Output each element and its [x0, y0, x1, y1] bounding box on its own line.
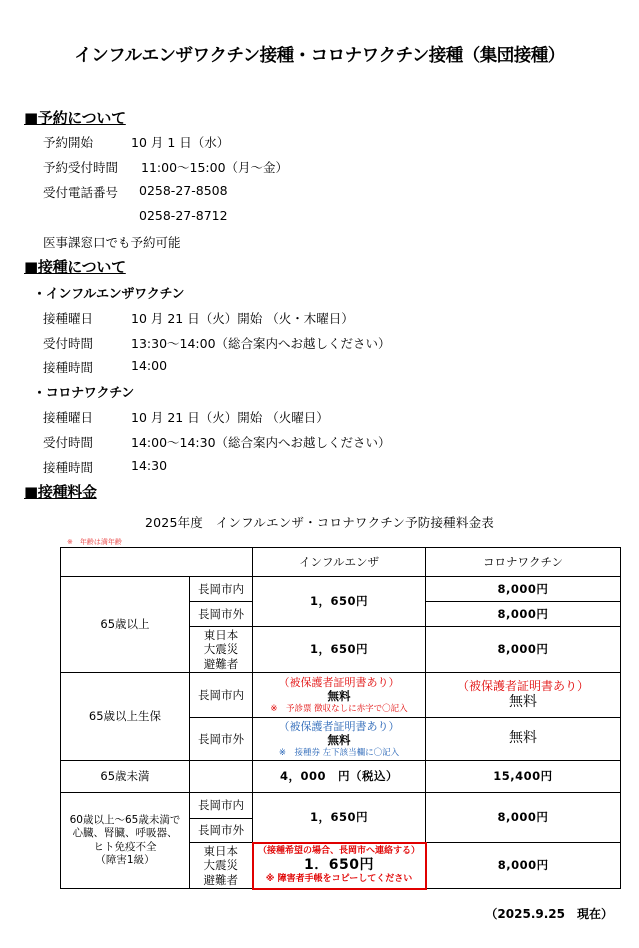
flu-welfare-in	[253, 673, 426, 718]
out-city-label: 長岡市外	[190, 602, 253, 627]
reservation-start-value: 10 月 1 日（水）	[131, 135, 230, 150]
flu-time-label: 接種時間	[43, 360, 94, 375]
form-note: ※ 予診票 徴収なしに赤字で〇記入	[270, 703, 408, 714]
flu-fee-65-evacuee: 1，650円	[253, 627, 426, 673]
reservation-phone-label: 受付電話番号	[43, 185, 119, 200]
corona-fee-65-in: 8,000円	[426, 577, 621, 602]
as-of-date: （2025.9.25 現在）	[485, 907, 613, 921]
cert-note: （被保護者証明書あり）	[278, 719, 400, 733]
in-city-label: 長岡市内	[190, 577, 253, 602]
flu-reception-label: 受付時間	[43, 336, 94, 351]
free-label: 無料	[327, 733, 351, 748]
cert-note: （被保護者証明書あり）	[456, 678, 589, 693]
corona-fee-60: 8,000円	[426, 793, 621, 843]
corona-fee-60-evacuee: 8,000円	[426, 843, 621, 889]
in-city-label: 長岡市内	[190, 793, 253, 819]
free-label: 無料	[509, 693, 537, 710]
reservation-phone-2: 0258-27-8712	[139, 208, 228, 223]
flu-time-value: 14:00	[131, 358, 168, 373]
fee-table-title: 2025年度 インフルエンザ・コロナワクチン予防接種料金表	[145, 515, 494, 530]
corona-reception-value: 14:00～14:30（総合案内へお越しください）	[131, 435, 391, 450]
table-row	[61, 673, 621, 718]
copy-note: ※ 障害者手帳をコピーしてください	[265, 874, 413, 885]
under-65-empty	[190, 761, 253, 793]
contact-note: （接種希望の場合、長岡市へ連絡する）	[257, 845, 420, 856]
table-row	[61, 793, 621, 819]
flu-fee-65: 1，650円	[253, 577, 426, 627]
reservation-start-label: 予約開始	[43, 135, 94, 150]
corona-welfare-in	[426, 673, 621, 718]
free-label: 無料	[327, 689, 351, 704]
reservation-hours-label: 予約受付時間	[43, 160, 119, 175]
table-row	[61, 577, 621, 602]
flu-day-label: 接種曜日	[43, 311, 94, 326]
fee-table	[60, 547, 621, 890]
evacuee-label: 東日本 大震災 避難者	[190, 627, 253, 673]
group-60-65-disability: 60歳以上～65歳未満で 心臓、腎臓、呼吸器、 ヒト免疫不全 （障害1級）	[61, 793, 190, 889]
corona-fee-under-65: 15,400円	[426, 761, 621, 793]
group-under-65: 65歳未満	[61, 761, 190, 793]
table-row	[61, 761, 621, 793]
cert-note: （被保護者証明書あり）	[278, 675, 400, 689]
group-65-plus: 65歳以上	[61, 577, 190, 673]
flu-fee-60: 1，650円	[253, 793, 426, 843]
welfare-in-city-label: 長岡市内	[190, 673, 253, 718]
header-flu: インフルエンザ	[253, 548, 426, 577]
ticket-note: ※ 接種券 左下該当欄に〇記入	[278, 747, 400, 758]
welfare-out-city-label: 長岡市外	[190, 718, 253, 761]
corona-day-value: 10 月 21 日（火）開始 （火曜日）	[131, 410, 329, 425]
vaccination-heading: ■接種について	[24, 258, 126, 276]
out-city-label: 長岡市外	[190, 819, 253, 843]
fees-heading: ■接種料金	[24, 483, 97, 501]
corona-fee-65-evacuee: 8,000円	[426, 627, 621, 673]
corona-welfare-out: 無料	[426, 718, 621, 761]
evacuee-fee: 1．650円	[304, 856, 374, 873]
flu-fee-60-evacuee	[253, 843, 426, 889]
corona-day-label: 接種曜日	[43, 410, 94, 425]
header-corona: コロナワクチン	[426, 548, 621, 577]
header-empty-cell	[61, 548, 253, 577]
page-title: インフルエンザワクチン接種・コロナワクチン接種（集団接種）	[74, 46, 565, 66]
corona-time-value: 14:30	[131, 458, 168, 473]
flu-reception-value: 13:30～14:00（総合案内へお越しください）	[131, 336, 391, 351]
reservation-phone-1: 0258-27-8508	[139, 183, 228, 198]
corona-reception-label: 受付時間	[43, 435, 94, 450]
corona-heading: ・コロナワクチン	[33, 386, 134, 401]
flu-day-value: 10 月 21 日（火）開始 （火・木曜日）	[131, 311, 354, 326]
evacuee-label: 東日本 大震災 避難者	[190, 843, 253, 889]
corona-time-label: 接種時間	[43, 460, 94, 475]
flu-welfare-out	[253, 718, 426, 761]
reservation-heading: ■予約について	[24, 109, 126, 127]
flu-heading: ・インフルエンザワクチン	[33, 287, 185, 302]
table-header-row	[61, 548, 621, 577]
corona-fee-65-out: 8,000円	[426, 602, 621, 627]
flu-fee-under-65: 4，000 円（税込）	[253, 761, 426, 793]
reservation-note: 医事課窓口でも予約可能	[43, 235, 181, 250]
reservation-hours-value: 11:00～15:00（月～金）	[141, 160, 289, 175]
age-note: ※ 年齢は満年齢	[67, 538, 122, 546]
group-65-welfare: 65歳以上生保	[61, 673, 190, 761]
